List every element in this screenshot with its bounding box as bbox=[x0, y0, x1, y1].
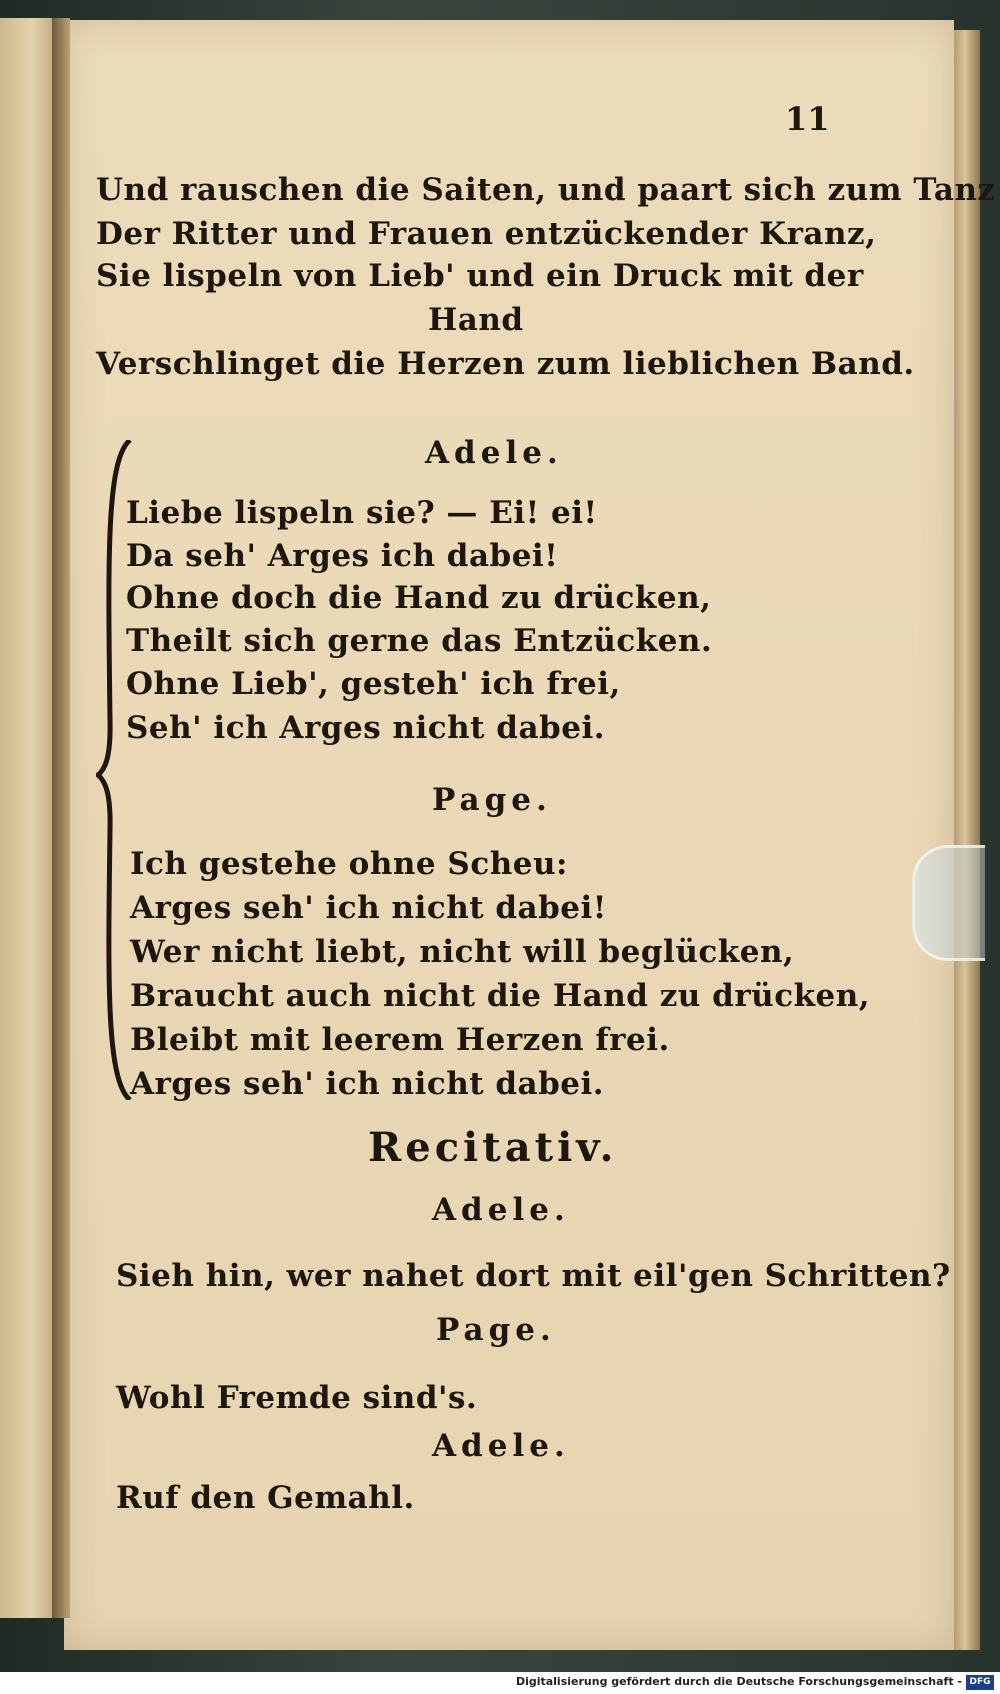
stanza-line-4: Hand bbox=[428, 302, 524, 338]
speaker-adele-2: Adele. bbox=[432, 1192, 570, 1228]
digitization-footer bbox=[0, 1672, 1000, 1694]
adele-line-5: Ohne Lieb', gesteh' ich frei, bbox=[126, 666, 621, 702]
stanza-line-3: Sie lispeln von Lieb' und ein Druck mit der bbox=[96, 258, 864, 294]
adele-line-1: Liebe lispeln sie? — Ei! ei! bbox=[126, 495, 598, 531]
previous-page-edge bbox=[0, 18, 60, 1618]
page-number: 11 bbox=[785, 100, 830, 138]
stanza-line-5: Verschlinget die Herzen zum lieblichen Band. bbox=[96, 346, 915, 382]
adele-recitativ-line-1: Sieh hin, wer nahet dort mit eil'gen Schritten? bbox=[116, 1258, 951, 1294]
stanza-line-2: Der Ritter und Frauen entzückender Kranz, bbox=[96, 216, 877, 252]
footer-credit: Digitalisierung gefördert durch die Deutsche Forschungsgemeinschaft - bbox=[515, 1675, 962, 1688]
adele-recitativ-line-2: Ruf den Gemahl. bbox=[116, 1480, 415, 1516]
book-gutter bbox=[52, 18, 70, 1618]
adele-line-2: Da seh' Arges ich dabei! bbox=[126, 538, 559, 574]
speaker-adele-3: Adele. bbox=[432, 1428, 570, 1464]
speaker-adele: Adele. bbox=[425, 435, 563, 471]
page-clip bbox=[912, 845, 985, 961]
page-recitativ-line-1: Wohl Fremde sind's. bbox=[116, 1380, 478, 1416]
speaker-page-2: Page. bbox=[436, 1312, 556, 1348]
adele-line-6: Seh' ich Arges nicht dabei. bbox=[126, 710, 606, 746]
page-line-6: Arges seh' ich nicht dabei. bbox=[130, 1066, 605, 1102]
adele-line-4: Theilt sich gerne das Entzücken. bbox=[126, 623, 713, 659]
page-line-3: Wer nicht liebt, nicht will beglücken, bbox=[130, 934, 795, 970]
page-line-4: Braucht auch nicht die Hand zu drücken, bbox=[130, 978, 871, 1014]
dfg-logo: DFG bbox=[966, 1675, 994, 1690]
section-heading-recitativ: Recitativ. bbox=[368, 1124, 618, 1171]
page-line-1: Ich gestehe ohne Scheu: bbox=[130, 846, 568, 882]
speaker-page: Page. bbox=[432, 782, 552, 818]
adele-line-3: Ohne doch die Hand zu drücken, bbox=[126, 580, 712, 616]
page-line-5: Bleibt mit leerem Herzen frei. bbox=[130, 1022, 670, 1058]
page-line-2: Arges seh' ich nicht dabei! bbox=[130, 890, 607, 926]
stanza-line-1: Und rauschen die Saiten, und paart sich zum Tanz bbox=[96, 172, 996, 208]
book-page-edges bbox=[950, 30, 980, 1650]
